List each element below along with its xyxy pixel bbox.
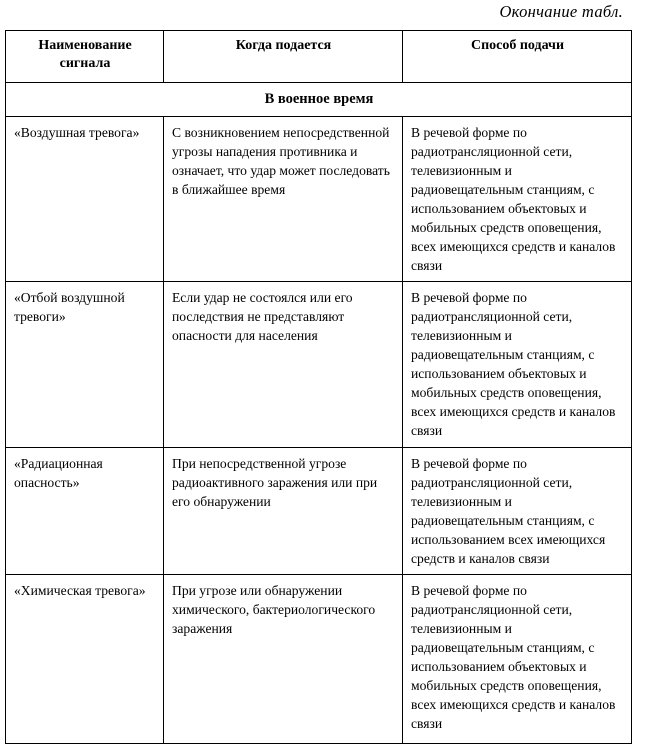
cell-signal-name: «Радиационная опасность» <box>6 447 164 574</box>
header-row <box>6 31 632 83</box>
cell-delivery-method: В речевой форме по радиотрансляционной сети, телевизионным и радиовещательным станциям, с использованием всех имеющихся средств и каналов связи <box>403 447 632 574</box>
table-row <box>6 117 632 282</box>
column-header-when-issued: Когда подается <box>164 31 403 83</box>
column-header-signal-name <box>6 31 164 83</box>
section-header-row <box>6 83 632 117</box>
cell-when-issued: С возникновением непосредственной угрозы нападения противника и означает, что удар может последовать в ближайшее время <box>164 117 403 282</box>
cell-when-issued: Если удар не состоялся или его последствия не представляют опасности для населения <box>164 282 403 447</box>
table-body <box>6 83 632 744</box>
table-row <box>6 574 632 743</box>
column-header-signal-name-line1: Наименование <box>38 38 132 53</box>
cell-signal-name: «Воздушная тревога» <box>6 117 164 282</box>
signals-table <box>5 30 632 744</box>
cell-when-issued: При непосредственной угрозе радиоактивного заражения или при его обнаружении <box>164 447 403 574</box>
table-continuation-caption <box>0 2 633 22</box>
caption-text: Окончание табл. <box>499 2 623 21</box>
cell-signal-name: «Химическая тревога» <box>6 574 164 743</box>
table-row <box>6 447 632 574</box>
column-header-delivery-method: Способ подачи <box>403 31 632 83</box>
column-header-signal-name-line2: сигнала <box>59 56 111 72</box>
cell-delivery-method: В речевой форме по радиотрансляционной сети, телевизионным и радиовещательным станциям, с использованием объектовых и мобильных средств оповещения, всех имеющихся средств и каналов связи <box>403 574 632 743</box>
cell-delivery-method: В речевой форме по радиотрансляционной сети, телевизионным и радиовещательным станциям, с использованием объектовых и мобильных средств оповещения, всех имеющихся средств и каналов связи <box>403 282 632 447</box>
cell-delivery-method: В речевой форме по радиотрансляционной сети, телевизионным и радиовещательным станциям, с использованием объектовых и мобильных средств оповещения, всех имеющихся средств и каналов связи <box>403 117 632 282</box>
table-header <box>6 31 632 83</box>
table-row <box>6 282 632 447</box>
cell-signal-name: «Отбой воздушной тревоги» <box>6 282 164 447</box>
signals-table-container <box>5 30 631 744</box>
cell-when-issued: При угрозе или обнаружении химического, бактериологического заражения <box>164 574 403 743</box>
section-title-wartime: В военное время <box>6 83 632 117</box>
